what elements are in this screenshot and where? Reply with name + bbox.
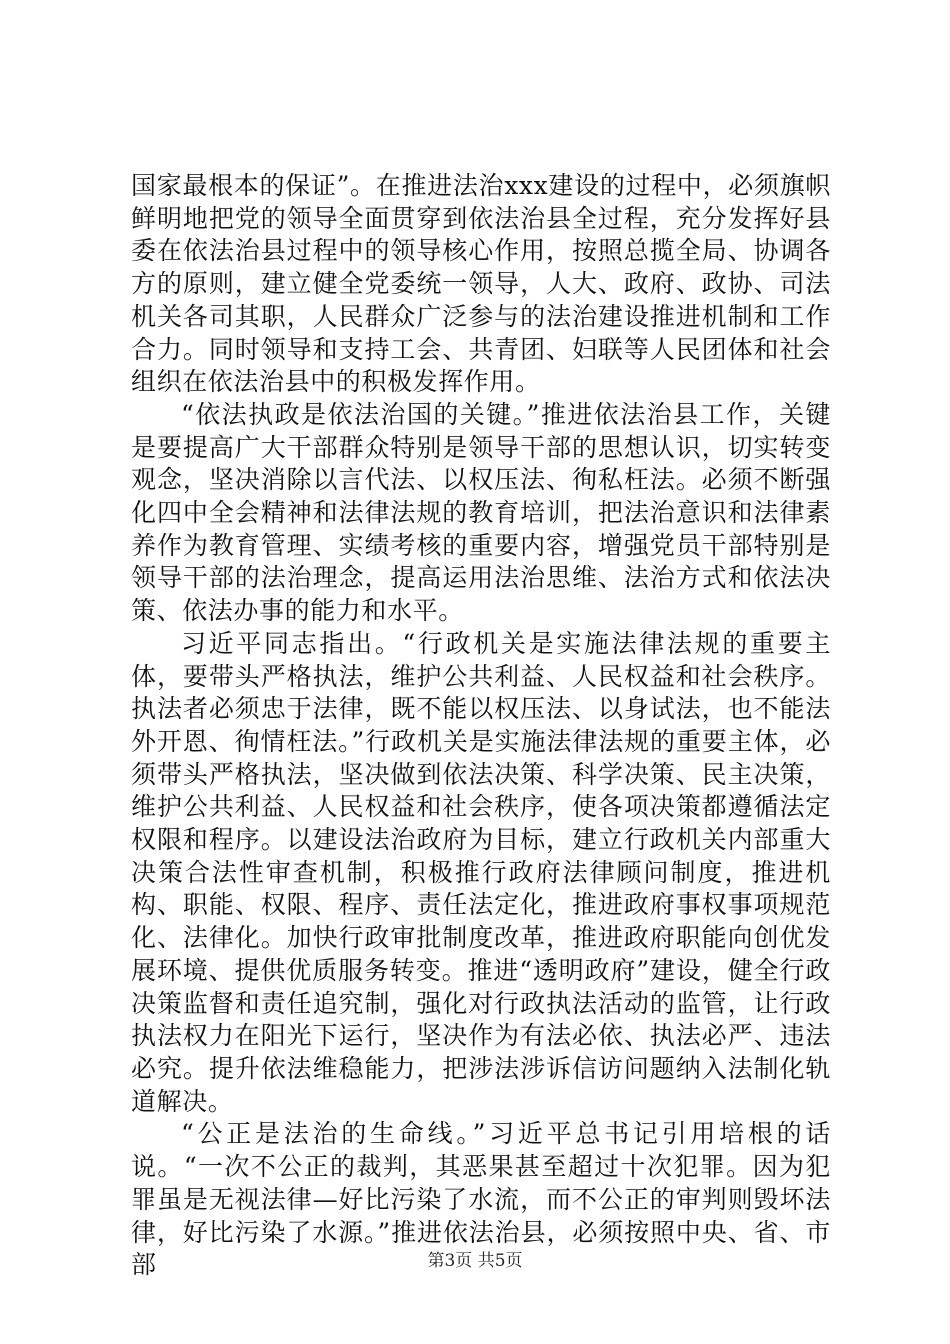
page-number-footer: 第3页 共5页 bbox=[427, 1251, 523, 1271]
paragraph-administrative-organs: 习近平同志指出。“行政机关是实施法律法规的重要主体，要带头严格执法，维护公共利益、人民权益和社会秩序。执法者必须忠于法律，既不能以权压法、以身试法，也不能法外开恩、徇情枉法。”行政机关是实施法律法规的重要主体，必须带头严格执法，坚决做到依法决策、科学决策、民主决策，维护公共利益、人民权益和社会秩序，使各项决策都遵循法定权限和程序。以建设法治政府为目标，建立行政机关内部重大决策合法性审查机制，积极推行政府法律顾问制度，推进机构、职能、权限、程序、责任法定化，推进政府事权事项规范化、法律化。加快行政审批制度改革，推进政府职能向创优发展环境、提供优质服务转变。推进“透明政府”建设，健全行政决策监督和责任追究制，强化对行政执法活动的监管，让行政执法权力在阳光下运行，坚决作为有法必依、执法必严、违法必究。提升依法维稳能力，把涉法涉诉信访问题纳入法制化轨道解决。 bbox=[131, 628, 831, 1116]
paragraph-justice: “公正是法治的生命线。”习近平总书记引用培根的话说。“一次不公正的裁判，其恶果甚至超过十次犯罪。因为犯罪虽是无视法律—好比污染了水流，而不公正的审判则毁坏法律，好比污染了水源。”推进依法治县，必须按照中央、省、市部 bbox=[131, 1119, 831, 1280]
paragraph-party-leadership: 国家最根本的保证”。在推进法治xxx建设的过程中，必须旗帜鲜明地把党的领导全面贯穿到依法治县全过程，充分发挥好县委在依法治县过程中的领导核心作用，按照总揽全局、协调各方的原则，建立健全党委统一领导，人大、政府、政协、司法机关各司其职，人民群众广泛参与的法治建设推进机制和工作合力。同时领导和支持工会、共青团、妇联等人民团体和社会组织在依法治县中的积极发挥作用。 bbox=[131, 171, 831, 397]
body-text bbox=[131, 170, 831, 1282]
paragraph-rule-by-law: “依法执政是依法治国的关键。”推进依法治县工作，关键是要提高广大干部群众特别是领导干部的思想认识，切实转变观念，坚决消除以言代法、以权压法、徇私枉法。必须不断强化四中全会精神和法律法规的教育培训，把法治意识和法律素养作为教育管理、实绩考核的重要内容，增强党员干部特别是领导干部的法治理念，提高运用法治思维、法治方式和依法决策、依法办事的能力和水平。 bbox=[131, 399, 831, 626]
